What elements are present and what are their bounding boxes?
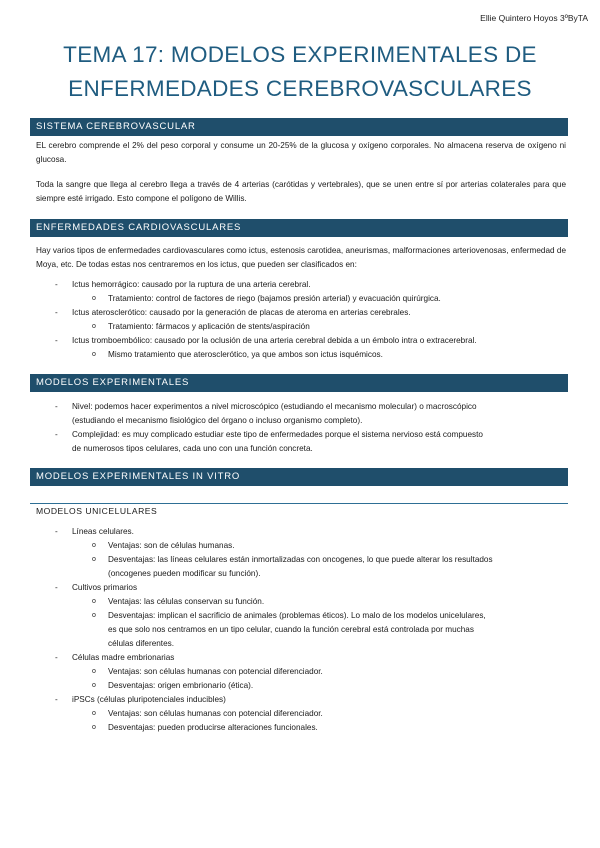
circle-bullet-icon: o bbox=[92, 351, 96, 358]
title-line-1: TEMA 17: MODELOS EXPERIMENTALES DE bbox=[63, 42, 537, 67]
circle-bullet-icon: o bbox=[92, 556, 96, 563]
dash-bullet: - bbox=[55, 336, 58, 345]
circle-bullet-icon: o bbox=[92, 295, 96, 302]
list-item-madre: Células madre embrionarias bbox=[72, 653, 175, 662]
paragraph-sangre: Toda la sangre que llega al cerebro llega a través de 4 arterias (carótidas y vertebrales), que se unen entre sí por arterias colaterales para que siempre esté irrigado. Esto compone el polígono de Willis. bbox=[36, 180, 566, 203]
list-item-nivel-cont: (estudiando el mecanismo fisiológico del órgano o incluso organismo completo). bbox=[72, 416, 363, 425]
circle-bullet-icon: o bbox=[92, 598, 96, 605]
section-heading-sistema: SISTEMA CEREBROVASCULAR bbox=[30, 118, 568, 136]
ipsc-ventajas: Ventajas: son células humanas con potencial diferenciador. bbox=[108, 709, 323, 718]
list-item-lineas: Líneas celulares. bbox=[72, 527, 134, 536]
dash-bullet: - bbox=[55, 402, 58, 411]
circle-bullet-icon: o bbox=[92, 724, 96, 731]
list-subitem-aterosclerotico: Tratamiento: fármacos y aplicación de stents/aspiración bbox=[108, 322, 310, 331]
lineas-desventajas: Desventajas: las líneas celulares están inmortalizadas con oncogenes, lo que puede alterar los resultados bbox=[108, 555, 493, 564]
list-subitem-tromboembolico: Mismo tratamiento que aterosclerótico, ya que ambos son ictus isquémicos. bbox=[108, 350, 383, 359]
dash-bullet: - bbox=[55, 695, 58, 704]
lineas-desventajas-cont: (oncogenes pueden modificar su función). bbox=[108, 569, 261, 578]
dash-bullet: - bbox=[55, 653, 58, 662]
cultivos-desventajas-cont2: células diferentes. bbox=[108, 639, 174, 648]
circle-bullet-icon: o bbox=[92, 323, 96, 330]
madre-ventajas: Ventajas: son células humanas con potencial diferenciador. bbox=[108, 667, 323, 676]
list-item-complejidad: Complejidad: es muy complicado estudiar este tipo de enfermedades porque el sistema nervioso está compuesto bbox=[72, 430, 483, 439]
subheading-unicelulares: MODELOS UNICELULARES bbox=[36, 506, 158, 516]
circle-bullet-icon: o bbox=[92, 668, 96, 675]
circle-bullet-icon: o bbox=[92, 542, 96, 549]
section-heading-modelos: MODELOS EXPERIMENTALES bbox=[30, 374, 568, 392]
cultivos-desventajas: Desventajas: implican el sacrificio de animales (problemas éticos). Lo malo de los modelos unicelulares, bbox=[108, 611, 486, 620]
list-item-aterosclerotico: Ictus aterosclerótico: causado por la generación de placas de ateroma en arterias cerebrales. bbox=[72, 308, 411, 317]
title-line-2: ENFERMEDADES CEREBROVASCULARES bbox=[68, 76, 532, 101]
section-heading-enfermedades: ENFERMEDADES CARDIOVASCULARES bbox=[30, 219, 568, 237]
circle-bullet-icon: o bbox=[92, 710, 96, 717]
paragraph-cerebro: EL cerebro comprende el 2% del peso corporal y consume un 20-25% de la glucosa y oxígeno corporales. No almacena reserva de oxígeno ni glucosa. bbox=[36, 141, 566, 164]
section-heading-in-vitro: MODELOS EXPERIMENTALES IN VITRO bbox=[30, 468, 568, 486]
list-item-cultivos: Cultivos primarios bbox=[72, 583, 138, 592]
dash-bullet: - bbox=[55, 583, 58, 592]
circle-bullet-icon: o bbox=[92, 682, 96, 689]
cultivos-desventajas-cont: es que solo nos centramos en un tipo celular, cuando la función cerebral está controlada por muchas bbox=[108, 625, 474, 634]
author-name: Ellie Quintero Hoyos 3ºByTA bbox=[480, 13, 588, 23]
paragraph-enfermedades-intro: Hay varios tipos de enfermedades cardiovasculares como ictus, estenosis carotidea, aneurismas, malformaciones arteriovenosas, enfermedad de Moya, etc. De todas estas nos centraremos en los ictus, que pueden ser clasificados en: bbox=[36, 246, 566, 269]
dash-bullet: - bbox=[55, 527, 58, 536]
lineas-ventajas: Ventajas: son de células humanas. bbox=[108, 541, 235, 550]
list-item-hemorragico: Ictus hemorrágico: causado por la ruptura de una arteria cerebral. bbox=[72, 280, 311, 289]
cultivos-ventajas: Ventajas: las células conservan su función. bbox=[108, 597, 265, 606]
madre-desventajas: Desventajas: origen embrionario (ética). bbox=[108, 681, 254, 690]
list-item-complejidad-cont: de numerosos tipos celulares, cada uno con una función concreta. bbox=[72, 444, 313, 453]
dash-bullet: - bbox=[55, 280, 58, 289]
divider bbox=[30, 503, 568, 504]
dash-bullet: - bbox=[55, 430, 58, 439]
list-item-nivel: Nivel: podemos hacer experimentos a nivel microscópico (estudiando el mecanismo molecular) o macroscópico bbox=[72, 402, 477, 411]
list-item-tromboembolico: Ictus tromboembólico: causado por la oclusión de una arteria cerebral debida a un émbolo intra o extracerebral. bbox=[72, 336, 477, 345]
list-subitem-hemorragico: Tratamiento: control de factores de riego (bajamos presión arterial) y evacuación quirúrgica. bbox=[108, 294, 441, 303]
page-title bbox=[0, 38, 600, 106]
circle-bullet-icon: o bbox=[92, 612, 96, 619]
list-item-ipsc: iPSCs (células pluripotenciales inducibles) bbox=[72, 695, 226, 704]
ipsc-desventajas: Desventajas: pueden producirse alteraciones funcionales. bbox=[108, 723, 318, 732]
dash-bullet: - bbox=[55, 308, 58, 317]
